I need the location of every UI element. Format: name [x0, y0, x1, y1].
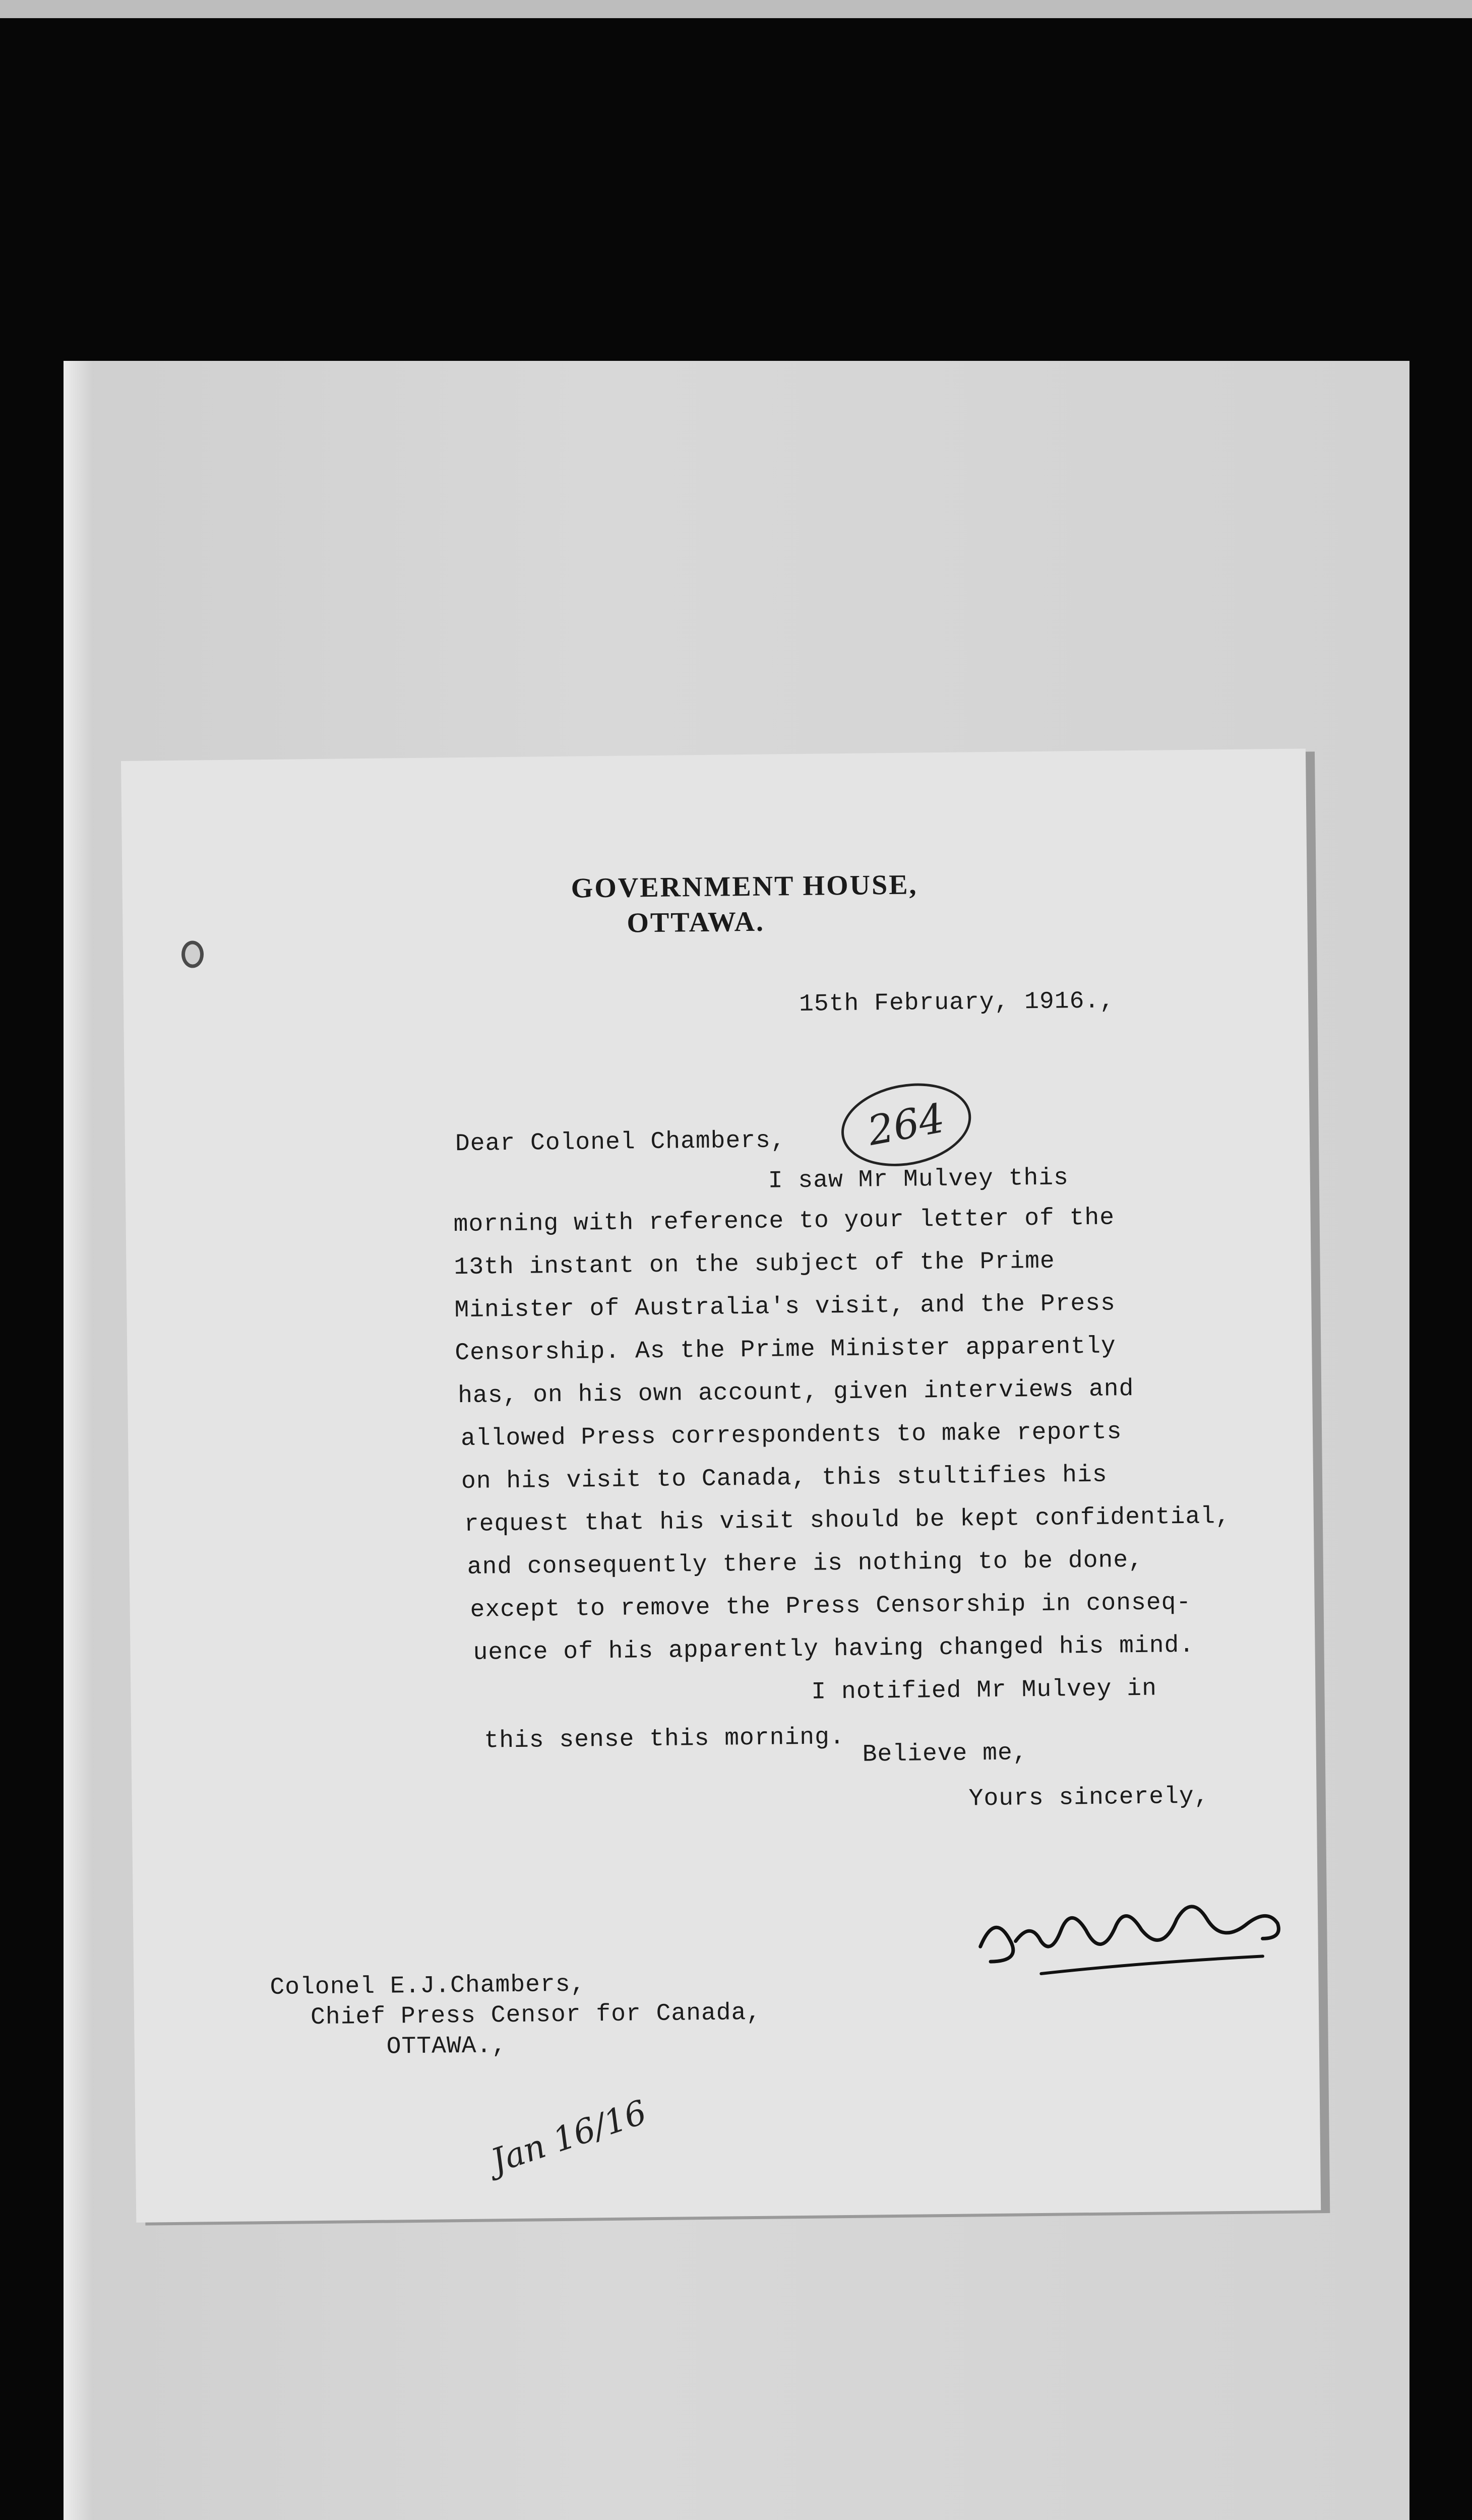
- handwritten-date: Jan 16/16: [486, 2092, 652, 2181]
- mount-sheet-edge: [64, 361, 94, 2520]
- body-line: on his visit to Canada, this stultifies his: [461, 1461, 1108, 1496]
- addressee-line: Chief Press Censor for Canada,: [310, 1999, 762, 2032]
- body-line: and consequently there is nothing to be done,: [467, 1546, 1144, 1581]
- body-line: 13th instant on the subject of the Prime: [454, 1247, 1055, 1282]
- body-line: except to remove the Press Censorship in conseq-: [470, 1589, 1192, 1624]
- body-line: Minister of Australia's visit, and the Press: [454, 1290, 1116, 1325]
- signature: [969, 1883, 1283, 1987]
- body-line: I saw Mr Mulvey this: [768, 1164, 1069, 1195]
- salutation: Dear Colonel Chambers,: [455, 1127, 786, 1158]
- closing-believe: Believe me,: [862, 1739, 1028, 1769]
- letter-page: [121, 748, 1321, 2222]
- body-line: allowed Press correspondents to make reports: [460, 1418, 1122, 1453]
- punch-hole: [181, 940, 204, 968]
- letter-date: 15th February, 1916.,: [799, 987, 1115, 1018]
- body-line: Censorship. As the Prime Minister apparently: [455, 1333, 1116, 1367]
- addressee-line: Colonel E.J.Chambers,: [270, 1971, 586, 2002]
- closing-yours: Yours sincerely,: [968, 1783, 1209, 1813]
- body-line: uence of his apparently having changed his mind.: [473, 1631, 1195, 1667]
- body-line: I notified Mr Mulvey in: [811, 1675, 1157, 1706]
- letterhead-title: GOVERNMENT HOUSE,: [571, 869, 918, 904]
- film-edge: [0, 0, 1472, 18]
- body-line: morning with reference to your letter of the: [453, 1204, 1115, 1239]
- letterhead-city: OTTAWA.: [627, 906, 765, 939]
- body-line: request that his visit should be kept confidential,: [464, 1503, 1231, 1538]
- body-line: has, on his own account, given interviews and: [457, 1375, 1134, 1410]
- file-number-annotation: 264: [834, 1073, 978, 1176]
- addressee-line: OTTAWA.,: [386, 2032, 507, 2061]
- body-line: this sense this morning.: [484, 1724, 845, 1755]
